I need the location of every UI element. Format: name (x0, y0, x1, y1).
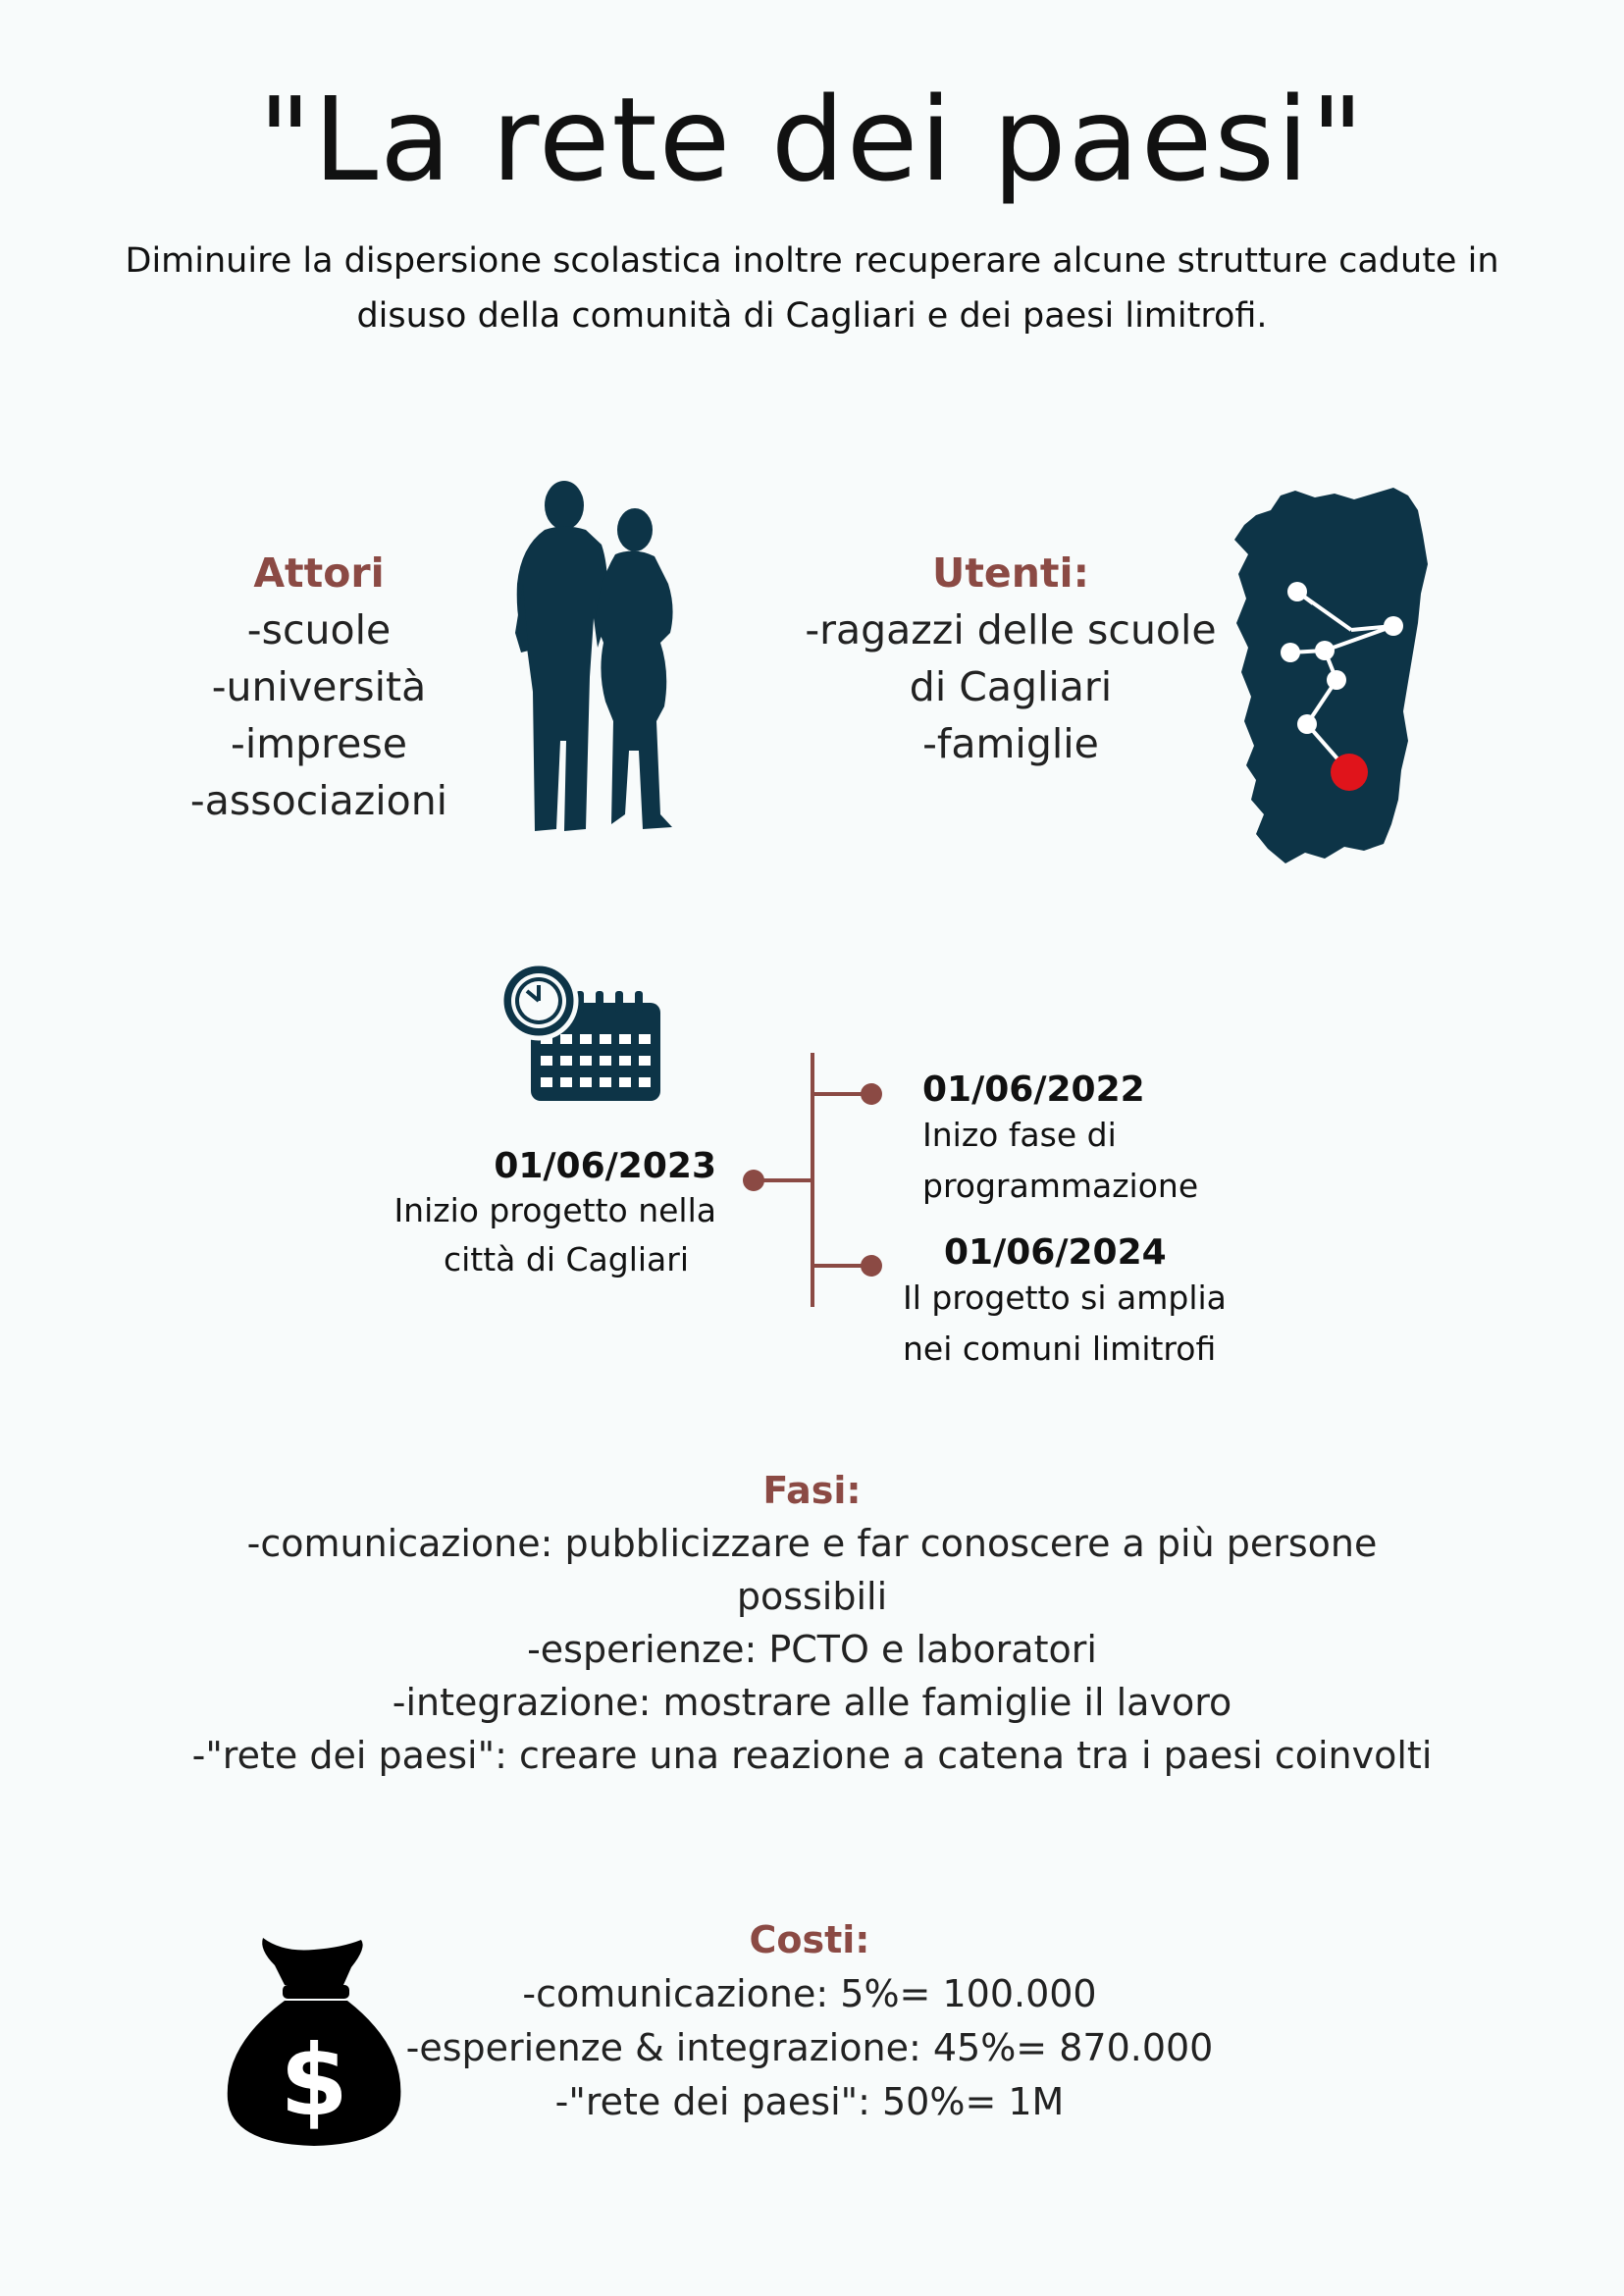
costi-section (373, 1913, 1246, 2129)
timeline-text: programmazione (922, 1167, 1199, 1205)
fasi-line: -integrazione: mostrare alle famiglie il lavoro (392, 1681, 1232, 1724)
dollar-sign: $ (280, 2023, 348, 2138)
attori-item: -associazioni (189, 777, 448, 824)
calendar-clock-icon (496, 962, 667, 1109)
timeline-text: Il progetto si amplia (903, 1278, 1227, 1317)
costi-line: -comunicazione: 5%= 100.000 (522, 1972, 1097, 2015)
page-subtitle: Diminuire la dispersione scolastica inoltre recuperare alcune strutture cadute in disuso della comunità di Cagliari e dei paesi limitrofi. (125, 241, 1499, 336)
utenti-line: -ragazzi delle scuole (805, 606, 1217, 653)
utenti-line: -famiglie (922, 720, 1099, 767)
fasi-line: -esperienze: PCTO e laboratori (527, 1628, 1097, 1671)
costi-heading: Costi: (749, 1918, 870, 1961)
page-title: "La rete dei paesi" (258, 72, 1366, 207)
cagliari-marker-icon (1331, 754, 1368, 791)
fasi-line: possibili (736, 1575, 888, 1618)
timeline-date: 01/06/2022 (922, 1070, 1145, 1110)
utenti-heading: Utenti: (932, 549, 1089, 597)
timeline-connector (736, 1050, 893, 1315)
attori-item: -università (211, 663, 427, 710)
fasi-line: -comunicazione: pubblicizzare e far conoscere a più persone (246, 1522, 1378, 1565)
utenti-section (805, 545, 1217, 772)
costi-line: -esperienze & integrazione: 45%= 870.000 (405, 2026, 1214, 2069)
attori-item: -scuole (246, 606, 392, 653)
timeline-entry (922, 1070, 1198, 1212)
fasi-line: -"rete dei paesi": creare una reazione a catena tra i paesi coinvolti (191, 1734, 1433, 1777)
timeline-text: Inizo fase di (922, 1116, 1117, 1154)
sardinia-map-icon (1227, 486, 1433, 873)
timeline-entry (378, 1146, 716, 1284)
utenti-line: di Cagliari (909, 663, 1113, 710)
timeline-entry (903, 1232, 1227, 1375)
attori-heading: Attori (253, 549, 385, 597)
costi-line: -"rete dei paesi": 50%= 1M (554, 2080, 1065, 2123)
timeline-text: Inizio progetto nella (393, 1191, 716, 1229)
timeline-text: nei comuni limitrofi (903, 1330, 1217, 1368)
timeline-text: città di Cagliari (443, 1240, 689, 1278)
timeline-date: 01/06/2024 (944, 1232, 1167, 1273)
fasi-heading: Fasi: (762, 1469, 862, 1512)
fasi-section (128, 1464, 1496, 1782)
attori-section (128, 545, 510, 829)
people-silhouette-icon (496, 476, 692, 839)
timeline-date: 01/06/2023 (494, 1146, 716, 1186)
attori-item: -imprese (231, 720, 407, 767)
